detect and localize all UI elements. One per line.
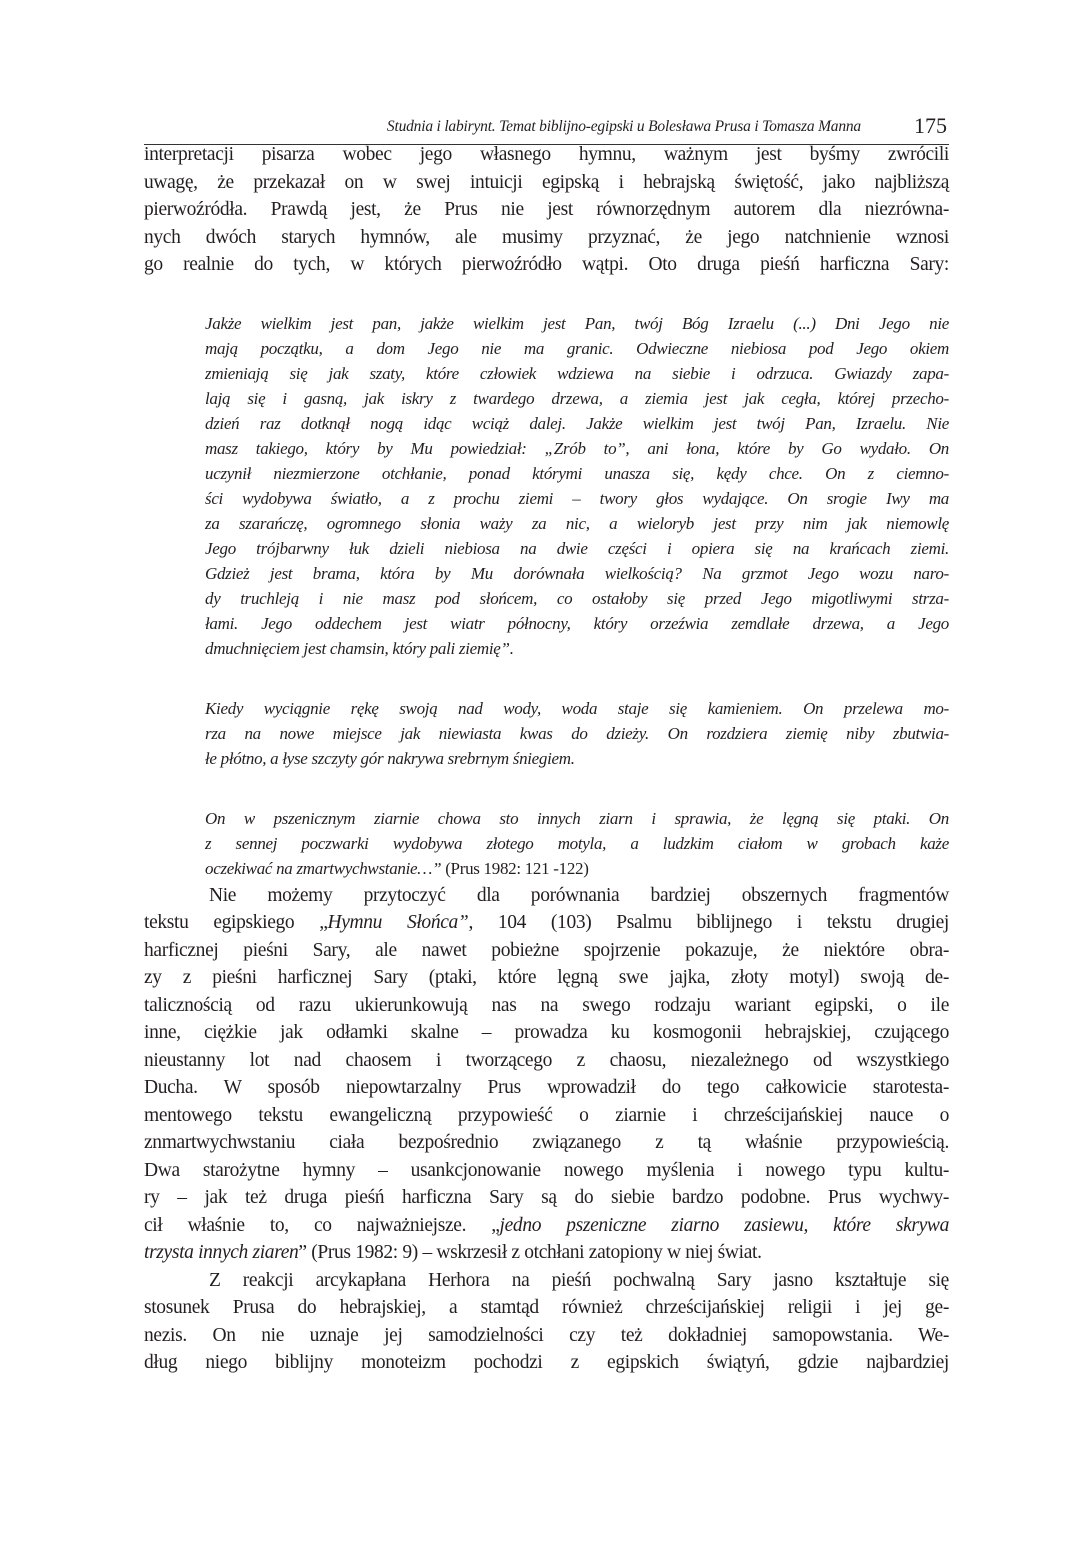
text-line: mentowego tekstu ewangeliczną przypowieść o ziarnie i chrześcijańskiej nauce o <box>144 1105 949 1126</box>
quote-line: zmieniają się jak szaty, które człowiek wdziewa na siebie i odrzuca. Gwiazdy zapa- <box>205 364 949 383</box>
text-line: stosunek Prusa do hebrajskiej, a stamtąd również chrześcijańskiej religii i jej ge- <box>144 1297 949 1318</box>
quote-line: On w pszenicznym ziarnie chowa sto innych ziarn i sprawia, że lęgną się ptaki. On <box>205 809 949 828</box>
text-line: Nie możemy przytoczyć dla porównania bardziej obszernych fragmentów <box>209 885 949 906</box>
quote-line: rza na nowe miejsce jak niewiasta kwas do dzieży. On rozdziera ziemię niby zbutwia- <box>205 724 949 743</box>
text-line: nieustanny lot nad chaosem i tworzącego z chaosu, niezależnego od wszystkiego <box>144 1050 949 1071</box>
text-span: cił właśnie to, co najważniejsze. „ <box>144 1215 500 1236</box>
quote-line: z sennej poczwarki wydobywa złotego motyla, a ludzkim ciałom w grobach każe <box>205 834 949 853</box>
text-line: inne, ciężkie jak odłamki skalne – prowadza ku kosmogonii hebrajskiej, czującego <box>144 1022 949 1043</box>
text-span: tekstu egipskiego „ <box>144 912 328 933</box>
work-title: Hymnu Słońca” <box>327 912 469 933</box>
quote-line: Jakże wielkim jest pan, jakże wielkim jest Pan, twój Bóg Izraelu (...) Dni Jego nie <box>205 314 949 333</box>
quote-line <box>205 858 949 880</box>
text-line: uwagę, że przekazał on w swej intuicji egipską i hebrajską świętość, jako najbliższą <box>144 172 949 193</box>
quote-line: masz takiego, który by Mu powiedział: „Zrób to”, ani łona, które by Go wydało. On <box>205 439 949 458</box>
page-number: 175 <box>914 113 947 138</box>
quote-line: uczynił niezmierzone otchłanie, ponad którymi unasza się, kędy chce. On z ciemno- <box>205 464 949 483</box>
text-line: znmartwychwstaniu ciała bezpośrednio związanego z tą właśnie przypowieścią. <box>144 1132 949 1153</box>
text-line: harficznej pieśni Sary, ale nawet pobieżne spojrzenie pokazuje, że niektóre obra- <box>144 940 949 961</box>
text-line: dług niego biblijny monoteizm pochodzi z egipskich świątyń, gdzie najbardziej <box>144 1352 949 1373</box>
quote-line: dy truchleją i nie masz pod słońcem, co ostałoby się przed Jego migotliwymi strza- <box>205 589 949 608</box>
text-line: go realnie do tych, w których pierwoźródło wątpi. Oto druga pieśń harficzna Sary: <box>144 254 949 275</box>
quote-line: mają początku, a dom Jego nie ma granic. Odwieczne niebiosa pod Jego okiem <box>205 339 949 358</box>
quoted-text: jedno pszeniczne ziarno zasiewu, które skrywa <box>499 1215 949 1236</box>
quote-line: łami. Jego oddechem jest wiatr północny, który orzeźwia zemdlałe drzewa, a Jego <box>205 614 949 633</box>
quoted-text: trzysta innych ziaren <box>144 1242 299 1263</box>
quote-end: oczekiwać na zmartwychwstanie…” <box>205 859 442 878</box>
text-span: , 104 (103) Psalmu biblijnego i tekstu drugiej <box>468 912 949 933</box>
quote-line: Jego trójbarwny łuk dzieli niebiosa na dwie części i opiera się na krańcach ziemi. <box>205 539 949 558</box>
text-line <box>144 1241 949 1265</box>
text-line: talicznością od razu ukierunkowują nas na swego rodzaju wariant egipski, o ile <box>144 995 949 1016</box>
text-span: ” (Prus 1982: 9) – wskrzesił z otchłani zatopiony w niej świat. <box>298 1242 762 1263</box>
text-line: ry – jak też druga pieśń harficzna Sary są do siebie bardzo podobne. Prus wychwy- <box>144 1187 949 1208</box>
quote-line: za szarańczę, ogromnego słonia waży za nic, a wieloryb jest przy nim jak niemowlę <box>205 514 949 533</box>
quote-line: lają się i gasną, jak iskry z twardego drzewa, a ziemia jest jak cegła, której przecho- <box>205 389 949 408</box>
quote-line: ści wydobywa światło, a z prochu ziemi – twory głos wydające. On srogie Iwy ma <box>205 489 949 508</box>
text-line: Z reakcji arcykapłana Herhora na pieśń pochwalną Sary jasno kształtuje się <box>209 1270 949 1291</box>
quote-line: dmuchnięciem jest chamsin, który pali ziemię”. <box>205 639 514 658</box>
quote-line: dzień raz dotknął nogą idąc wciąż dalej. Jakże wielkim jest twój Pan, Izraelu. Nie <box>205 414 949 433</box>
text-line <box>144 911 949 935</box>
text-line <box>144 1214 949 1238</box>
text-line: Ducha. W sposób niepowtarzalny Prus wprowadził do tego całkowicie starotesta- <box>144 1077 949 1098</box>
running-title: Studnia i labirynt. Temat biblijno-egipski u Bolesława Prusa i Tomasza Manna <box>386 118 861 135</box>
citation: (Prus 1982: 121 -122) <box>441 859 589 878</box>
running-header <box>144 112 949 145</box>
text-line: zy z pieśni harficznej Sary (ptaki, które lęgną swe jajka, złoty motyl) swoją de- <box>144 967 949 988</box>
quote-line: Kiedy wyciągnie rękę swoją nad wody, woda staje się kamieniem. On przelewa mo- <box>205 699 949 718</box>
text-line: interpretacji pisarza wobec jego własnego hymnu, ważnym jest byśmy zwrócili <box>144 144 949 165</box>
text-line: pierwoźródła. Prawdą jest, że Prus nie jest równorzędnym autorem dla niezrówna- <box>144 199 949 220</box>
quote-line: łe płótno, a łyse szczyty gór nakrywa srebrnym śniegiem. <box>205 749 575 768</box>
text-line: nezis. On nie uznaje jej samodzielności czy też dokładniej samopowstania. We- <box>144 1325 949 1346</box>
quote-line: Gdzież jest brama, która by Mu dorównała wielkością? Na grzmot Jego wozu naro- <box>205 564 949 583</box>
text-line: nych dwóch starych hymnów, ale musimy przyznać, że jego natchnienie wznosi <box>144 227 949 248</box>
text-line: Dwa starożytne hymny – usankcjonowanie nowego myślenia i nowego typu kultu- <box>144 1160 949 1181</box>
